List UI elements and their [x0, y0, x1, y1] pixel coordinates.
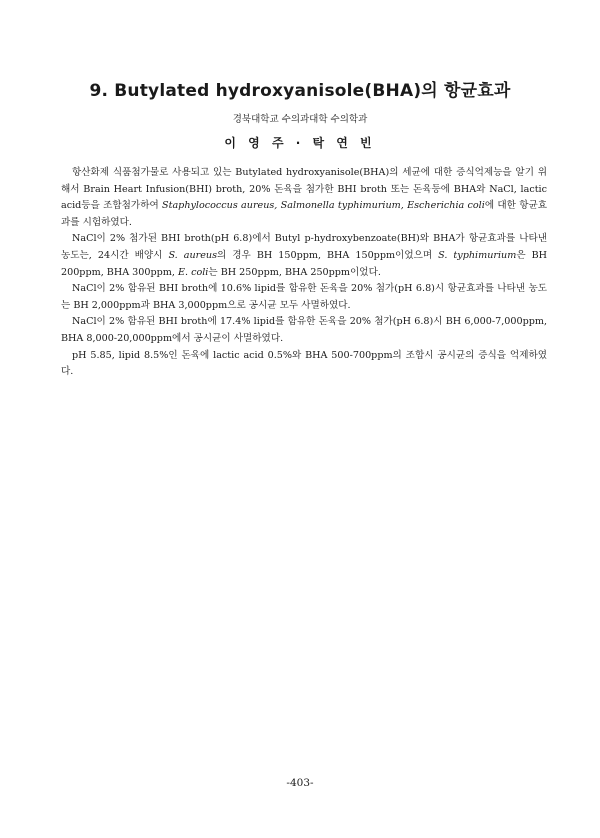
body-paragraph — [61, 165, 547, 231]
paragraph-text: NaCl이 2% 함유된 BHI broth에 10.6% lipid를 함유한 돈육을 20% 첨가(pH 6.8)시 항균효과를 나타낸 농도는 BH 2,000ppm과 BHA 3,000ppm으로 공시균 모두 사멸하였다. — [61, 283, 547, 311]
body-paragraph — [61, 281, 547, 314]
paragraph-text: NaCl이 2% 함유된 BHI broth에 17.4% lipid를 함유한 돈육을 20% 첨가(pH 6.8)시 BH 6,000-7,000ppm, BHA 8,000-20,000ppm에서 공시균이 사멸하였다. — [61, 316, 547, 344]
species-name: S. typhimurium — [438, 249, 517, 261]
paragraph-text: 은 BH 200ppm, BHA 300ppm, — [61, 249, 548, 278]
abstract-body — [61, 165, 547, 381]
paragraph-text: 에 대한 항균효과를 시험하였다. — [61, 200, 547, 228]
body-paragraph — [61, 314, 547, 347]
author-names: 이 영 주 · 탁 연 빈 — [224, 136, 376, 150]
paper-title: 9. Butylated hydroxyanisole(BHA)의 항균효과 — [89, 81, 511, 101]
author-affiliation: 경북대학교 수의과대학 수의학과 — [232, 114, 368, 125]
species-name: S. aureus — [168, 249, 217, 261]
paragraph-text: 의 경우 BH 150ppm, BHA 150ppm이었으며 — [217, 249, 439, 261]
page-number: -403- — [286, 777, 314, 789]
paragraph-text: pH 5.85, lipid 8.5%인 돈육에 lactic acid 0.5%와 BHA 500-700ppm의 조합시 공시균의 증식을 억제하였다. — [61, 349, 547, 378]
species-name: Staphylococcus aureus, Salmonella typhimurium, Escherichia coli — [162, 200, 485, 212]
body-paragraph — [61, 231, 547, 281]
paragraph-text: 항산화제 식품첨가물로 사용되고 있는 Butylated hydroxyanisole(BHA)의 세균에 대한 증식억제능을 알기 위해서 Brain Heart Infusion(BHI) broth, 20% 돈육을 첨가한 BHI broth 또는 돈육등에 BHA와 NaCl, lactic acid등을 조합첨가하여 — [61, 167, 547, 212]
body-paragraph — [61, 348, 547, 381]
species-name: E. coli — [177, 266, 209, 278]
paragraph-text: NaCl이 2% 첨가된 BHI broth(pH 6.8)에서 Butyl p-hydroxybenzoate(BH)와 BHA가 항균효과를 나타낸 농도는, 24시간 배양시 — [61, 233, 547, 261]
paragraph-text: 는 BH 250ppm, BHA 250ppm이었다. — [208, 266, 381, 278]
